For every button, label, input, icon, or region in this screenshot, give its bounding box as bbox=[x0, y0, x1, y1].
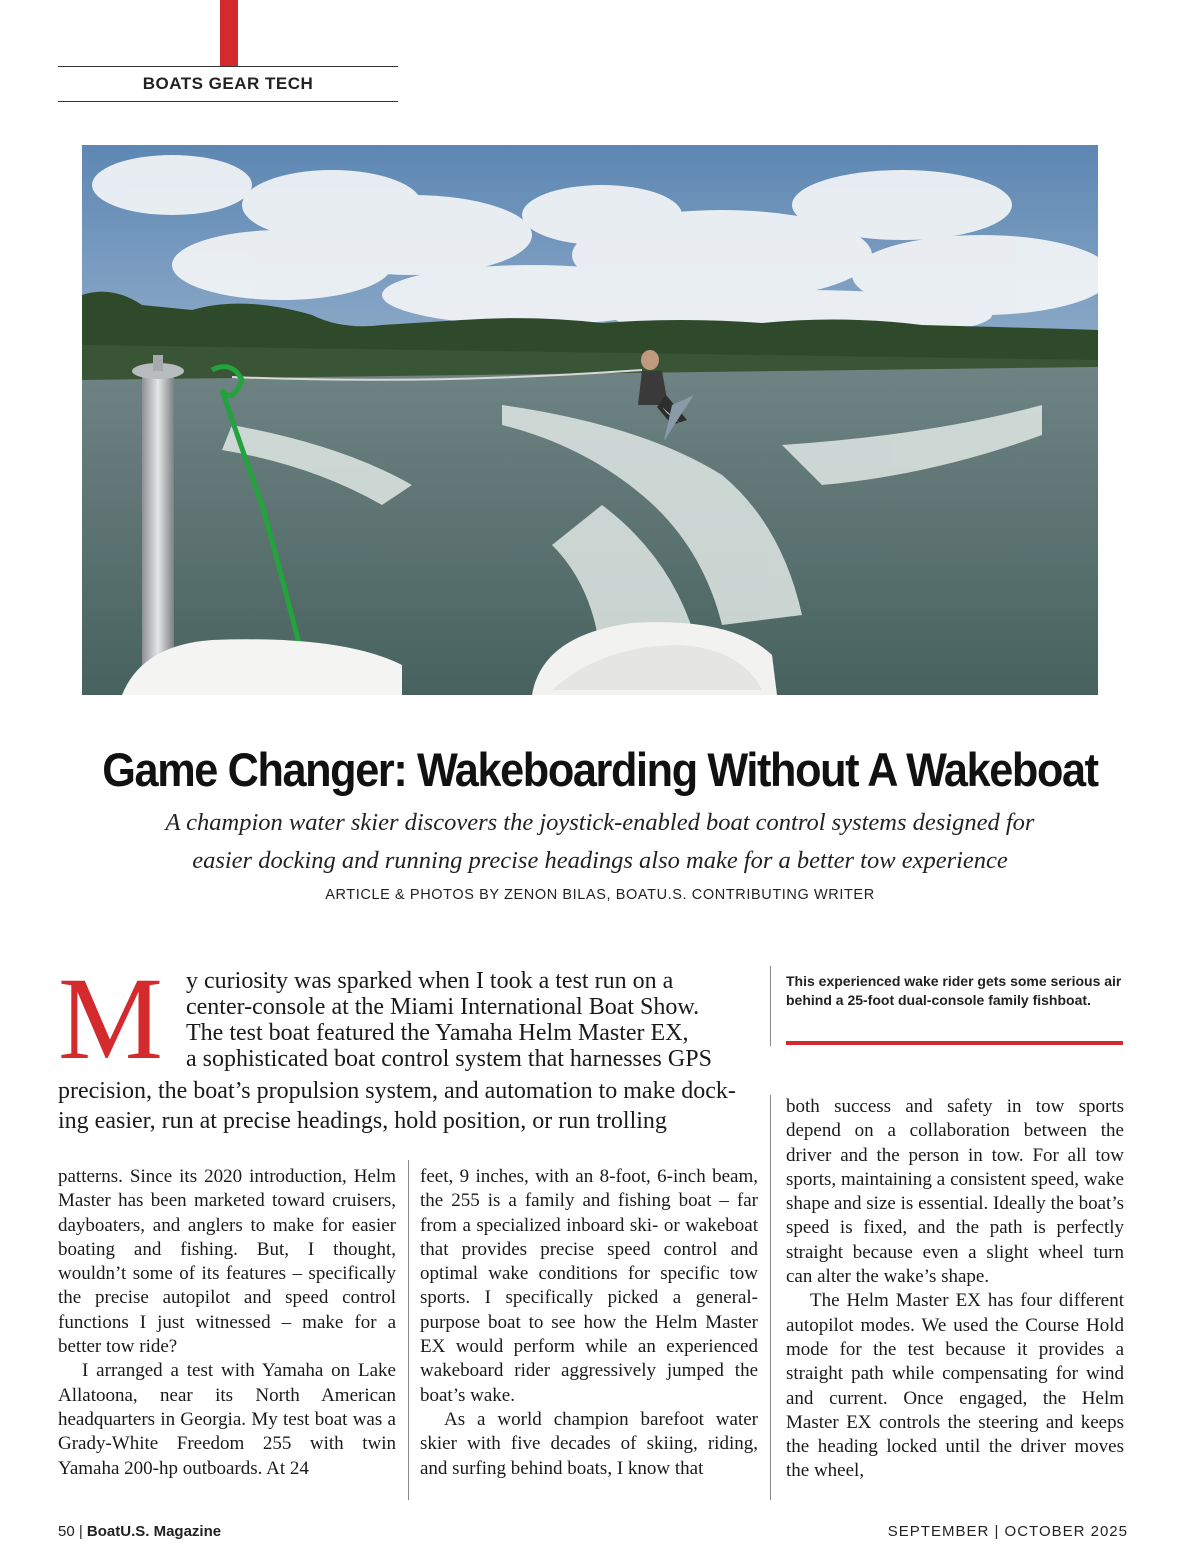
section-label: BOATS GEAR TECH bbox=[142, 74, 314, 93]
lead-line-4: a sophisticated boat control system that harnesses GPS bbox=[186, 1046, 712, 1072]
lead-line-5: precision, the boat’s propulsion system, and automation to make dock- bbox=[58, 1078, 736, 1104]
caption-rule bbox=[786, 1041, 1123, 1045]
column-divider-1 bbox=[408, 1160, 409, 1500]
lead-line-2: center-console at the Miami International Boat Show. bbox=[186, 994, 700, 1020]
issue-date: SEPTEMBER | OCTOBER 2025 bbox=[887, 1523, 1128, 1540]
lead-line-3: The test boat featured the Yamaha Helm Master EX, bbox=[186, 1020, 689, 1046]
column-3 bbox=[786, 1095, 1124, 1484]
deck-line-1: A champion water skier discovers the joystick-enabled boat control systems designed for bbox=[165, 809, 1035, 836]
article-title: Game Changer: Wakeboarding Without A Wakeboat bbox=[102, 743, 1098, 796]
lead-line-6: ing easier, run at precise headings, hold position, or run trolling bbox=[58, 1108, 667, 1134]
section-rule-bottom bbox=[58, 101, 398, 102]
caption-divider bbox=[770, 966, 771, 1046]
column-2 bbox=[420, 1165, 758, 1481]
photo-caption: This experienced wake rider gets some serious air behind a 25-foot dual-console family fishboat. bbox=[786, 973, 1122, 1008]
lead-line-1: y curiosity was sparked when I took a test run on a bbox=[186, 968, 674, 994]
col3-para-2: The Helm Master EX has four different autopilot modes. We used the Course Hold mode for the test because it provides a straight path while compensating for wind and current. Once engaged, the Helm Master EX controls the steering and keeps the heading locked until the driver moves the wheel, bbox=[786, 1290, 1124, 1482]
magazine-name: BoatU.S. Magazine bbox=[86, 1523, 222, 1540]
section-accent-bar bbox=[220, 0, 238, 66]
page-number: 50 | bbox=[58, 1523, 87, 1540]
page-folio bbox=[58, 1523, 221, 1540]
column-divider-2 bbox=[770, 1095, 771, 1500]
col1-para-1: patterns. Since its 2020 introduction, Helm Master has been marketed toward cruisers, dayboaters, and anglers to make for easier boating and fishing. But, I thought, wouldn’t some of its features – specifically the precise autopilot and speed control functions I just witnessed – make for a better tow ride? bbox=[58, 1166, 396, 1358]
col2-para-1: feet, 9 inches, with an 8-foot, 6-inch beam, the 255 is a family and fishing boat – far from a specialized inboard ski- or wakeboat that provides precise speed control and optimal wake conditions for specific tow sports. I specifically picked a general-purpose boat to see how the Helm Master EX would perform while an experienced wakeboard rider aggressively jumped the boat’s wake. bbox=[420, 1166, 758, 1406]
byline: ARTICLE & PHOTOS BY ZENON BILAS, BOATU.S. CONTRIBUTING WRITER bbox=[325, 887, 875, 903]
col2-para-2: As a world champion barefoot water skier with five decades of skiing, riding, and surfing behind boats, I know that bbox=[420, 1408, 758, 1479]
deck-line-2: easier docking and running precise headings also make for a better tow experience bbox=[192, 847, 1008, 874]
column-1 bbox=[58, 1165, 396, 1481]
col1-para-2: I arranged a test with Yamaha on Lake Allatoona, near its North American headquarters in Georgia. My test boat was a Grady-White Freedom 255 with twin Yamaha 200-hp outboards. At 24 bbox=[58, 1360, 396, 1479]
article-photo bbox=[82, 145, 1098, 695]
section-rule-top bbox=[58, 66, 398, 67]
col3-para-1: both success and safety in tow sports depend on a collaboration between the driver and the person in tow. For all tow sports, maintaining a consistent speed, wake shape and size is essential. Ideally the boat’s speed is fixed, and the path is perfectly straight because even a slight wheel turn can alter the wake’s shape. bbox=[786, 1096, 1124, 1288]
drop-cap: M bbox=[58, 953, 163, 1084]
article-deck bbox=[100, 804, 1100, 880]
